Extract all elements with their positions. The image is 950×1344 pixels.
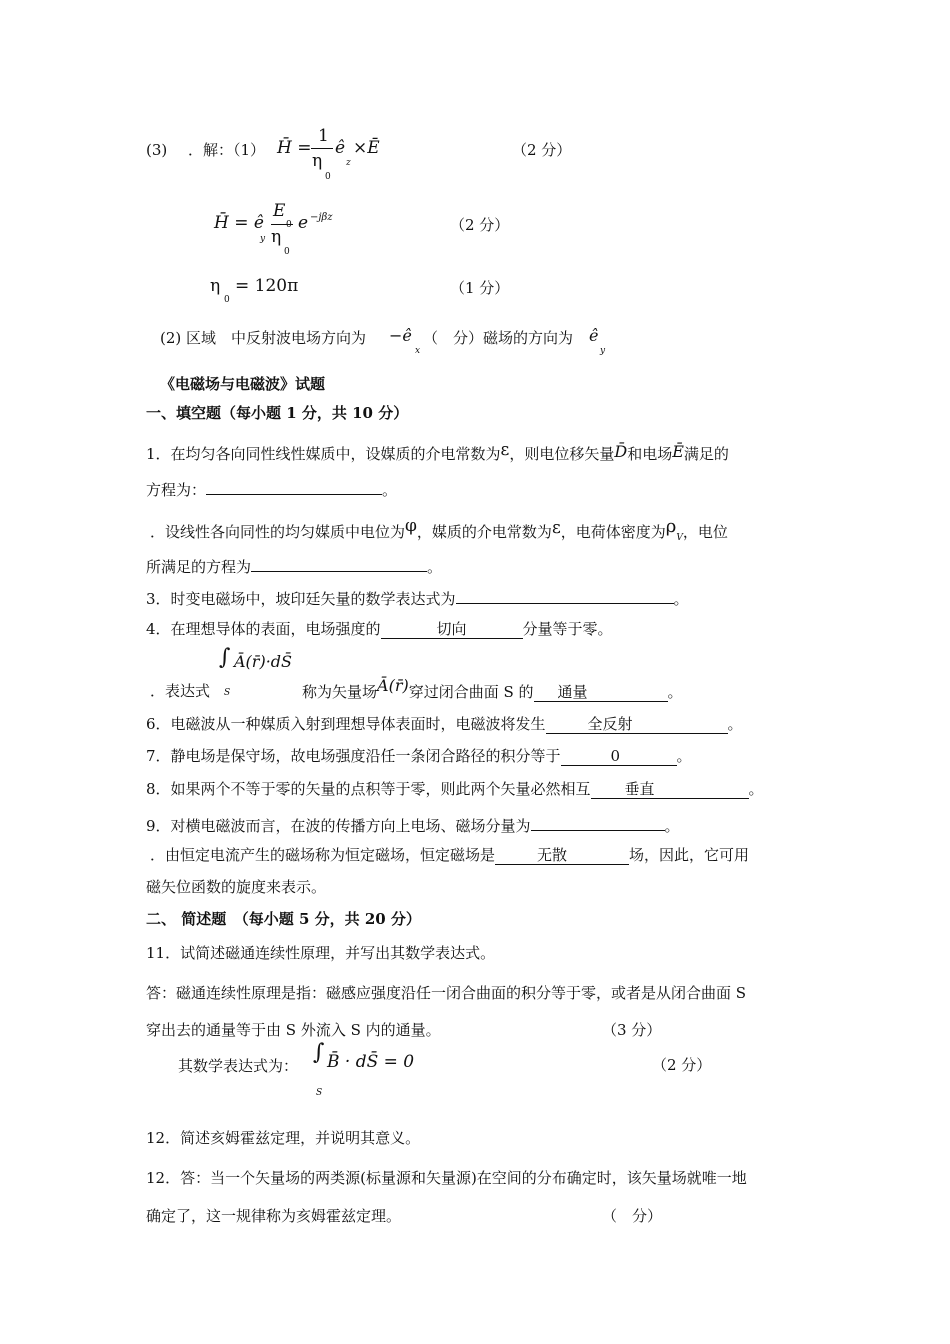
q9-answer-blank[interactable] [531,813,665,831]
eq2-denominator: η [271,227,282,247]
q4-answer-text: 切向 [436,620,467,638]
q1-E-vector: Ē [672,442,684,461]
q5-answer-text: 通量 [557,683,588,701]
q9-line [146,813,680,835]
q5-integral-expr: Ā(r̄)·dS̄ [234,652,292,671]
exam-title: 《电磁场与电磁波》试题 [160,375,326,393]
eq3-sub: 0 [224,295,230,305]
q1-line2-text: 方程为： [146,481,207,499]
q1-epsilon: ε [500,440,510,460]
part2-sub-x: x [415,346,421,356]
q3-end: 。 [673,590,689,608]
q9-end: 。 [664,817,680,835]
a11-line2: 穿出去的通量等于由 S 外流入 S 内的通量。 [146,1021,441,1039]
part2-minus-ex: −ê [389,326,412,345]
q1-text-d: 满足的 [683,445,729,463]
q4-text-a: 4．在理想导体的表面，电场强度的 [146,620,381,638]
eq3-rhs: = 120π [235,276,299,296]
q3-answer-blank[interactable] [456,586,674,604]
eq1-denominator-sub: 0 [325,172,331,182]
q1-line1 [146,440,729,464]
section1-heading: 一、填空题（每小题 1 分，共 10 分） [146,404,409,422]
a12-score: （ 分） [602,1207,663,1225]
q1-end: 。 [382,481,398,499]
q2-phi: φ [405,516,417,536]
q12-question: 12．简述亥姆霍兹定理，并说明其意义。 [146,1129,421,1147]
part2-ey: ê [589,326,599,345]
solution-intro: ．解：（1） [188,141,266,159]
q1-line2 [146,477,397,499]
eq2-exponent: −jβz [310,212,333,223]
q5-text-a: ．表达式 [150,682,211,700]
section2-heading: 二、 简述题 （每小题 5 分，共 20 分） [146,910,421,928]
a11-expression: B̄ · dS̄ = 0 [327,1052,415,1072]
q2-text-a: ．设线性各向同性的均匀媒质中电位为 [150,523,406,541]
q4-line [146,620,613,639]
q2-end: 。 [427,558,443,576]
q2-text-c: ，电荷体密度为 [560,523,666,541]
q6-answer[interactable] [546,715,728,734]
eq1-unit-vector: ê [335,138,346,158]
a12-line1: 12．答：当一个矢量场的两类源(标量源和矢量源)在空间的分布确定时，该矢量场就唯一地 [146,1169,747,1187]
q2-line2 [146,554,442,576]
item-number: (3) [146,141,168,159]
q3-text: 3．时变电磁场中，坡印廷矢量的数学表达式为 [146,590,456,608]
q6-end: 。 [727,715,743,733]
q2-rho-sub: V [676,533,683,543]
part2-sub-y: y [600,346,606,356]
q7-answer[interactable] [561,747,677,766]
q9-text: 9．对横电磁波而言，在波的传播方向上电场、磁场分量为 [146,817,531,835]
q5-integral-sign: ∫ [219,645,231,670]
eq2-score: （2 分） [450,216,510,234]
q8-answer-text: 垂直 [624,780,655,798]
q1-D-vector: D̄ [614,442,628,461]
q5-text-b: 称为矢量场 [302,683,378,701]
q2-rho: ρ [665,516,677,537]
a11-score1: （3 分） [602,1021,662,1039]
q2-text-d: ，电位 [682,523,728,541]
a11-score2: （2 分） [652,1056,712,1074]
eq3-score: （1 分） [450,279,510,297]
q1-answer-blank[interactable] [206,477,382,495]
q11-question: 11．试简述磁通连续性原理，并写出其数学表达式。 [146,944,496,962]
q10-line1 [150,846,749,865]
part2-text-a: (2) 区域 中反射波电场方向为 [160,329,367,347]
a11-line1: 答：磁通连续性原理是指：磁感应强度沿任一闭合曲面的积分等于零，或者是从闭合曲面 S [146,984,747,1002]
eq2-numerator-sub: 0 [286,220,292,230]
a11-expr-label: 其数学表达式为： [178,1057,299,1075]
eq2-lhs: H̄ = ê [214,213,264,233]
q10-line2: 磁矢位函数的旋度来表示。 [146,878,327,896]
eq1-sub-z: z [346,158,351,168]
q7-end: 。 [676,747,692,765]
q7-answer-text: 0 [610,747,621,765]
a12-line2: 确定了，这一规律称为亥姆霍兹定理。 [146,1207,402,1225]
q5-end: 。 [667,683,683,701]
q2-line2-text: 所满足的方程为 [146,558,252,576]
q8-answer[interactable] [591,780,749,799]
eq1-score: （2 分） [512,141,572,159]
q4-answer[interactable] [381,620,523,639]
q1-text-b: ，则电位移矢量 [509,445,615,463]
q10-answer-text: 无散 [537,846,568,864]
eq1-fraction-bar [311,148,333,149]
eq2-numerator: E [273,201,286,221]
q6-text: 6．电磁波从一种媒质入射到理想导体表面时，电磁波将发生 [146,715,546,733]
q3-line [146,586,689,608]
q5-field: Ā(r̄) [377,676,409,695]
a11-integral-sign: ∫ [313,1040,325,1065]
q2-epsilon: ε [551,518,561,538]
q7-line [146,747,692,766]
eq1-lhs: H̄ = [277,138,312,158]
eq2-denominator-sub: 0 [284,247,290,257]
q5-integral-sub: S [224,688,231,698]
q7-text: 7．静电场是保守场，故电场强度沿任一条闭合路径的积分等于 [146,747,561,765]
eq3-eta: η [210,276,221,296]
q2-answer-blank[interactable] [251,554,427,572]
q4-text-b: 分量等于零。 [522,620,613,638]
q1-text-c: 和电场 [627,445,673,463]
eq1-numerator: 1 [318,126,329,146]
a11-integral-sub: S [316,1088,323,1098]
q2-text-b: ，媒质的介电常数为 [416,523,552,541]
q5-text-c: 穿过闭合曲面 S 的 [408,683,534,701]
eq1-rhs: ×Ē [353,138,380,158]
q8-text: 8．如果两个不等于零的矢量的点积等于零，则此两个矢量必然相互 [146,780,591,798]
q8-end: 。 [748,780,764,798]
q6-line [146,715,743,734]
q10-answer[interactable] [495,846,629,865]
q8-line [146,780,764,799]
q5-answer[interactable] [534,683,668,702]
q1-text-a: 1．在均匀各向同性线性媒质中，设媒质的介电常数为 [146,445,501,463]
q10-text-a: ．由恒定电流产生的磁场称为恒定磁场，恒定磁场是 [150,846,496,864]
q10-text-b: 场，因此，它可用 [629,846,750,864]
q5-line [302,676,683,702]
eq2-exp-base: e [298,213,309,233]
q2-line1 [150,516,728,543]
part2-text-b: （ 分）磁场的方向为 [423,329,574,347]
eq2-fraction-bar [271,224,293,225]
eq1-denominator: η [312,151,323,171]
eq2-sub-y: y [260,234,266,244]
q6-answer-text: 全反射 [587,715,633,733]
